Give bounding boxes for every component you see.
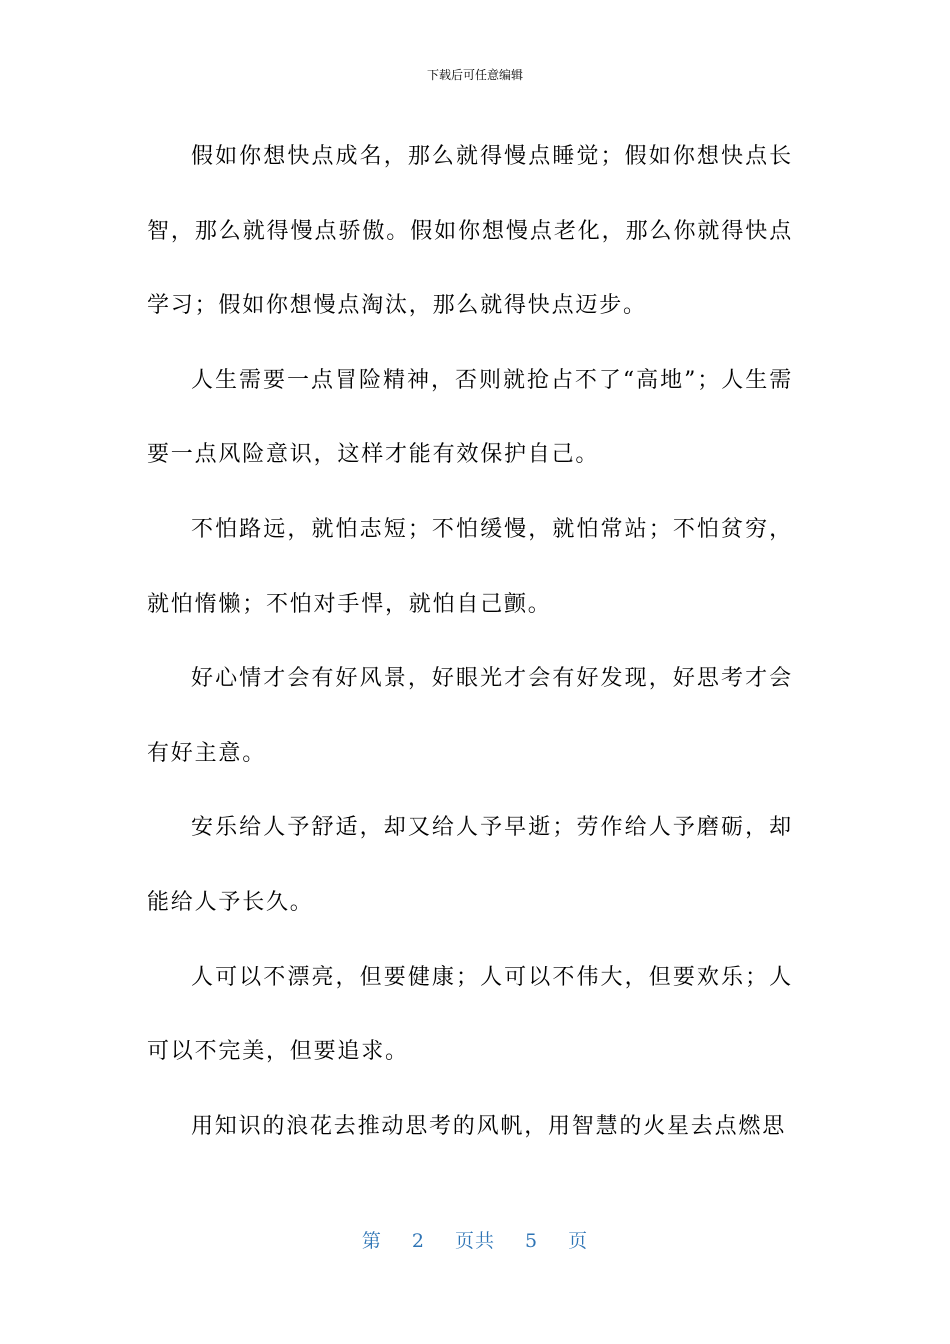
footer-prefix: 第 <box>361 1230 382 1252</box>
page-footer <box>0 1226 950 1253</box>
paragraph-3: 不怕路远，就怕志短；不怕缓慢，就怕常站；不怕贫穷，就怕惰懒；不怕对手悍，就怕自己颤。 <box>147 516 793 617</box>
footer-current-page: 2 <box>411 1230 425 1252</box>
paragraph-5: 安乐给人予舒适，却又给人予早逝；劳作给人予磨砺，却能给人予长久。 <box>147 815 793 915</box>
page-header: 下载后可任意编辑 <box>426 68 523 82</box>
footer-total-pages: 5 <box>525 1230 539 1252</box>
document-body <box>147 120 793 1164</box>
paragraph-2: 人生需要一点冒险精神，否则就抢占不了“高地”；人生需要一点风险意识，这样才能有效保护自己。 <box>147 367 793 468</box>
footer-middle: 页共 <box>454 1230 495 1252</box>
paragraph-7: 用知识的浪花去推动思考的风帆，用智慧的火星去点燃思 <box>191 1113 787 1139</box>
paragraph-6: 人可以不漂亮，但要健康；人可以不伟大，但要欢乐；人可以不完美，但要追求。 <box>147 964 793 1065</box>
paragraph-4: 好心情才会有好风景，好眼光才会有好发现，好思考才会有好主意。 <box>147 666 793 766</box>
paragraph-1: 假如你想快点成名，那么就得慢点睡觉；假如你想快点长智，那么就得慢点骄傲。假如你想慢点老化，那么你就得快点学习；假如你想慢点淘汰，那么就得快点迈步。 <box>147 144 793 319</box>
footer-suffix: 页 <box>568 1230 589 1252</box>
